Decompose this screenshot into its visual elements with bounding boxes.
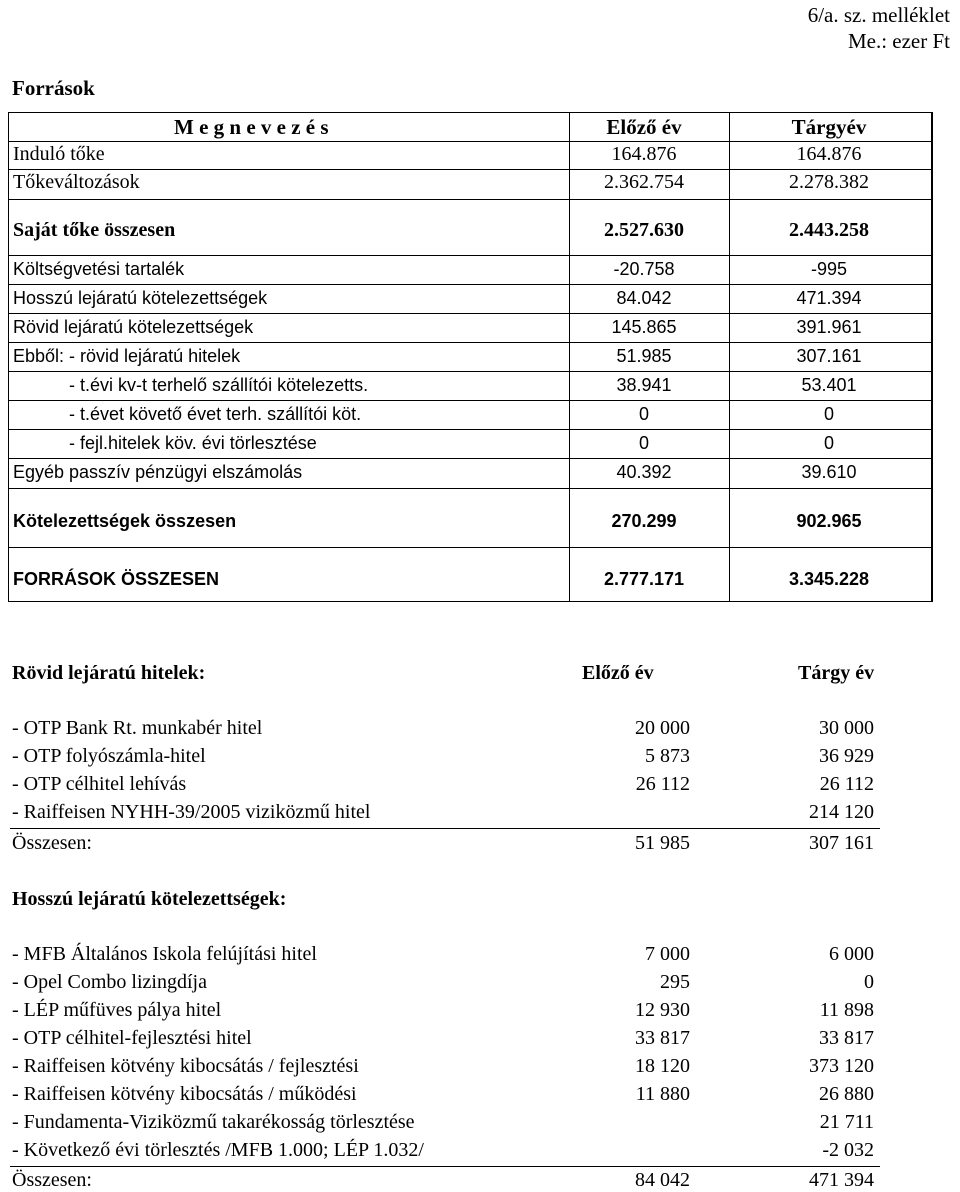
item-curr: 26 880 <box>819 1083 874 1105</box>
row-label: Tőkeváltozások <box>13 171 140 193</box>
row-curr: -995 <box>810 259 848 279</box>
row-prev: 0 <box>638 404 649 424</box>
row-prev: 40.392 <box>616 462 672 482</box>
item-curr: 214 120 <box>809 801 874 823</box>
divider <box>10 1166 880 1167</box>
item-curr: -2 032 <box>822 1139 874 1161</box>
total-label: Összesen: <box>12 1169 92 1191</box>
item-label: - OTP folyószámla-hitel <box>12 745 206 767</box>
prev-year-label: Előző év <box>582 662 654 684</box>
total-curr: 471 394 <box>809 1169 874 1191</box>
row-label: Egyéb passzív pénzügyi elszámolás <box>13 462 303 482</box>
row-prev: 2.362.754 <box>604 171 684 193</box>
total-label: Összesen: <box>12 832 92 854</box>
annex-label: 6/a. sz. melléklet <box>807 3 950 27</box>
curr-year-label: Tárgy év <box>798 662 875 684</box>
total-prev: 51 985 <box>635 832 690 854</box>
row-label: - t.évi kv-t terhelő szállítói kötelezetts. <box>69 375 369 395</box>
row-prev: 84.042 <box>616 288 672 308</box>
row-curr: 2.278.382 <box>789 171 869 193</box>
item-prev: 11 880 <box>635 1083 690 1105</box>
row-label: - t.évet követő évet terh. szállítói köt. <box>69 404 362 424</box>
row-curr: 39.610 <box>801 462 857 482</box>
item-prev: 18 120 <box>635 1055 690 1077</box>
row-prev: 2.777.171 <box>603 569 685 589</box>
item-prev: 5 873 <box>645 745 690 767</box>
row-curr: 2.443.258 <box>789 219 869 241</box>
row-label: Rövid lejáratú kötelezettségek <box>13 317 254 337</box>
item-prev: 20 000 <box>635 717 690 739</box>
item-curr: 30 000 <box>819 717 874 739</box>
item-label: - Opel Combo lizingdíja <box>12 971 207 993</box>
section-title: Hosszú lejáratú kötelezettségek: <box>12 888 287 910</box>
row-curr: 0 <box>823 404 834 424</box>
row-prev: 2.527.630 <box>604 219 684 241</box>
row-curr: 3.345.228 <box>788 569 870 589</box>
item-curr: 373 120 <box>809 1055 874 1077</box>
sources-title: Források <box>12 76 95 100</box>
item-label: - OTP célhitel lehívás <box>12 773 187 795</box>
item-prev: 7 000 <box>645 943 690 965</box>
row-label: - fejl.hitelek köv. évi törlesztése <box>69 433 317 453</box>
row-prev: 0 <box>638 433 649 453</box>
item-label: - Következő évi törlesztés /MFB 1.000; LÉP 1.032/ <box>12 1139 424 1161</box>
item-label: - LÉP műfüves pálya hitel <box>12 999 222 1021</box>
row-prev: -20.758 <box>613 259 675 279</box>
section-title: Rövid lejáratú hitelek: <box>12 662 206 684</box>
row-curr: 902.965 <box>796 511 862 531</box>
item-curr: 26 112 <box>819 773 874 795</box>
row-curr: 53.401 <box>801 375 857 395</box>
total-curr: 307 161 <box>809 832 874 854</box>
item-curr: 36 929 <box>819 745 874 767</box>
row-prev: 51.985 <box>616 346 672 366</box>
row-label: Hosszú lejáratú kötelezettségek <box>13 288 268 308</box>
row-curr: 307.161 <box>796 346 862 366</box>
item-label: - MFB Általános Iskola felújítási hitel <box>12 943 317 965</box>
sources-table <box>8 112 933 602</box>
row-label: Ebből: - rövid lejáratú hitelek <box>13 346 241 366</box>
divider <box>10 828 880 829</box>
item-curr: 6 000 <box>829 943 874 965</box>
item-curr: 11 898 <box>819 999 874 1021</box>
row-label: Saját tőke összesen <box>13 219 176 241</box>
row-label: Költségvetési tartalék <box>13 259 185 279</box>
item-label: - OTP Bank Rt. munkabér hitel <box>12 717 263 739</box>
row-label: Kötelezettségek összesen <box>13 511 237 531</box>
row-label: Induló tőke <box>13 143 105 165</box>
row-curr: 471.394 <box>796 288 862 308</box>
row-prev: 145.865 <box>611 317 677 337</box>
item-curr: 21 711 <box>819 1111 874 1133</box>
item-label: - OTP célhitel-fejlesztési hitel <box>12 1027 252 1049</box>
item-prev: 33 817 <box>635 1027 690 1049</box>
item-label: - Fundamenta-Viziközmű takarékosság törlesztése <box>12 1111 415 1133</box>
row-prev: 270.299 <box>611 511 677 531</box>
row-curr: 164.876 <box>796 143 862 165</box>
item-curr: 33 817 <box>819 1027 874 1049</box>
row-prev: 164.876 <box>611 143 677 165</box>
item-label: - Raiffeisen kötvény kibocsátás / működési <box>12 1083 357 1105</box>
row-curr: 391.961 <box>796 317 862 337</box>
item-curr: 0 <box>864 971 874 993</box>
row-curr: 0 <box>823 433 834 453</box>
item-prev: 26 112 <box>635 773 690 795</box>
row-label: FORRÁSOK ÖSSZESEN <box>13 569 220 589</box>
unit-label: Me.: ezer Ft <box>847 29 950 53</box>
item-prev: 12 930 <box>635 999 690 1021</box>
total-prev: 84 042 <box>635 1169 690 1191</box>
item-label: - Raiffeisen kötvény kibocsátás / fejlesztési <box>12 1055 359 1077</box>
col-curr-header: Tárgyév <box>791 115 867 139</box>
item-prev: 295 <box>660 971 690 993</box>
row-prev: 38.941 <box>616 375 672 395</box>
col-name-header: M e g n e v e z é s <box>174 115 329 139</box>
item-label: - Raiffeisen NYHH-39/2005 viziközmű hitel <box>12 801 371 823</box>
col-prev-header: Előző év <box>606 115 682 139</box>
